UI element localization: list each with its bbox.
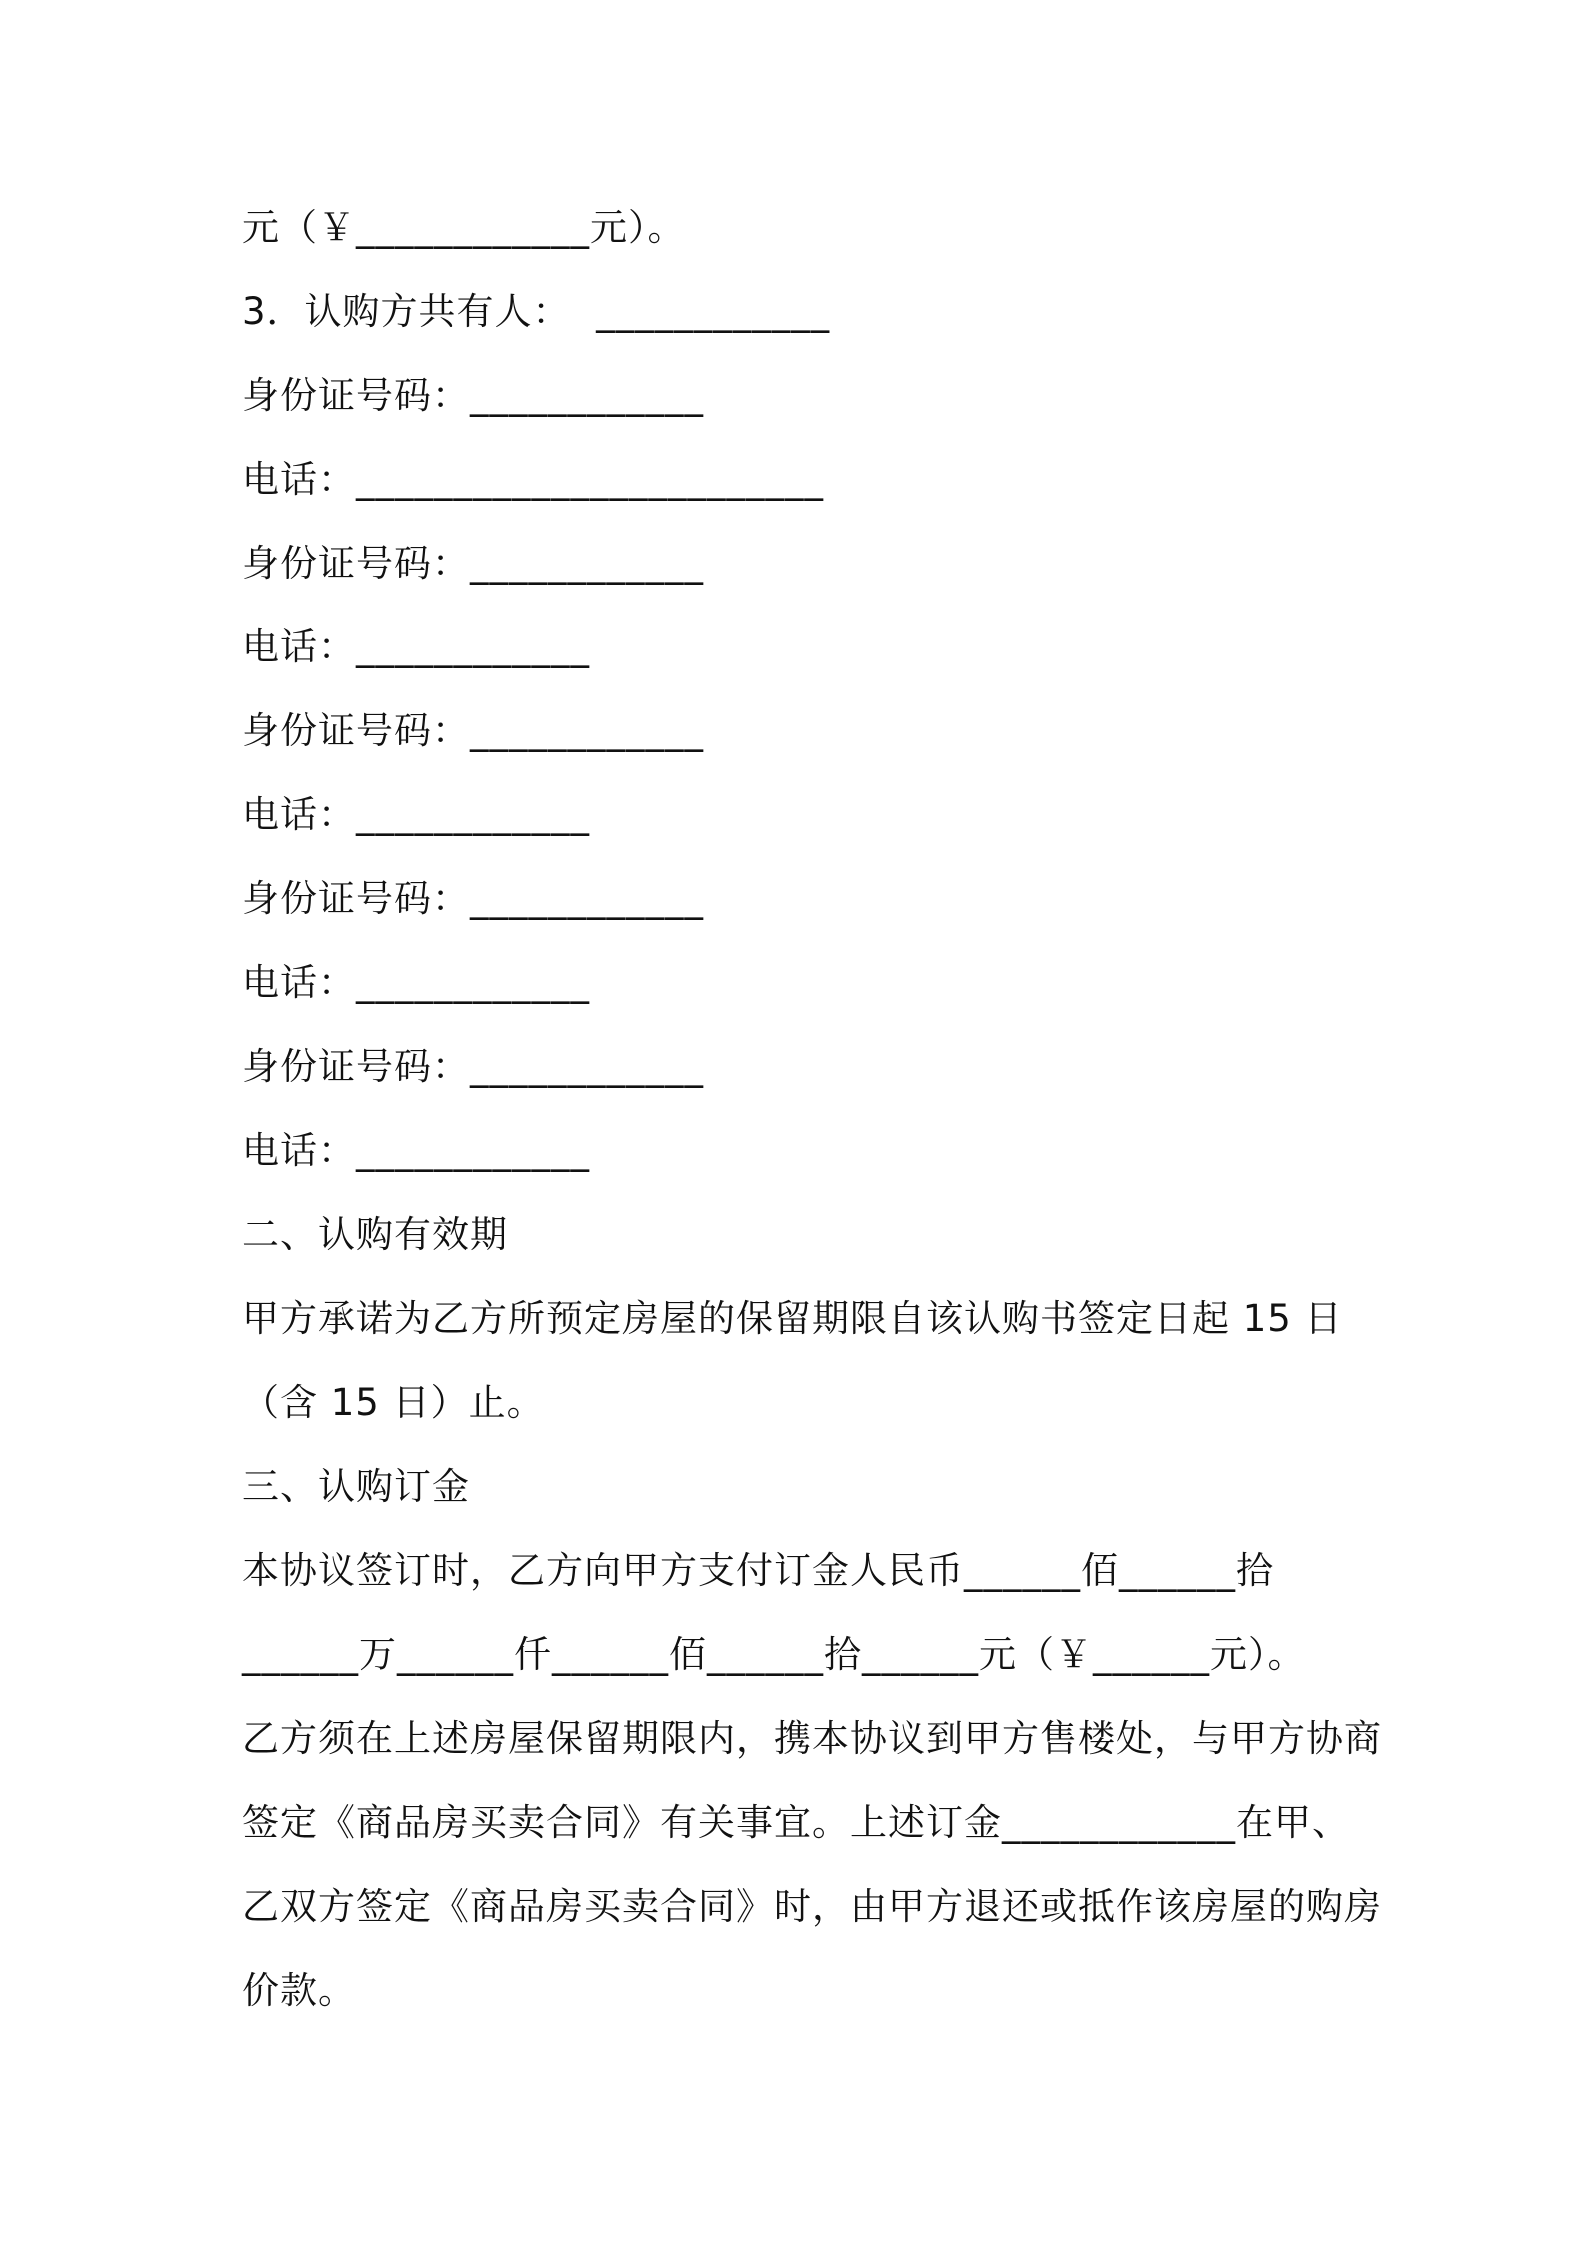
deposit-paragraph-line: 乙方须在上述房屋保留期限内，携本协议到甲方售楼处，与甲方协商 [242,1717,1382,1760]
id-number-line: 身份证号码：____________ [242,709,704,752]
id-number-line: 身份证号码：____________ [242,877,704,920]
deposit-paragraph-line: 价款。 [242,1969,356,2012]
phone-line: 电话：____________ [242,793,590,836]
amount-yuan-line: 元（￥____________元）。 [242,206,686,249]
section-heading-deposit: 三、认购订金 [242,1465,470,1508]
phone-line: 电话：____________ [242,625,590,668]
id-number-line: 身份证号码：____________ [242,1045,704,1088]
phone-line: 电话：____________ [242,1129,590,1172]
deposit-paragraph-line: ______万______仟______佰______拾______元（￥______元）。 [242,1633,1306,1676]
phone-line: 电话：________________________ [242,458,824,501]
deposit-paragraph-line: 本协议签订时，乙方向甲方支付订金人民币______佰______拾 [242,1549,1274,1592]
validity-paragraph-line: （含 15 日）止。 [242,1381,545,1424]
deposit-paragraph-line: 乙双方签定《商品房买卖合同》时，由甲方退还或抵作该房屋的购房 [242,1885,1382,1928]
id-number-line: 身份证号码：____________ [242,374,704,417]
co-owner-line: 3．认购方共有人： ____________ [242,290,831,333]
phone-line: 电话：____________ [242,961,590,1004]
id-number-line: 身份证号码：____________ [242,542,704,585]
section-heading-validity: 二、认购有效期 [242,1213,508,1256]
validity-paragraph-line: 甲方承诺为乙方所预定房屋的保留期限自该认购书签定日起 15 日 [242,1297,1343,1340]
deposit-paragraph-line: 签定《商品房买卖合同》有关事宜。上述订金____________在甲、 [242,1801,1350,1844]
